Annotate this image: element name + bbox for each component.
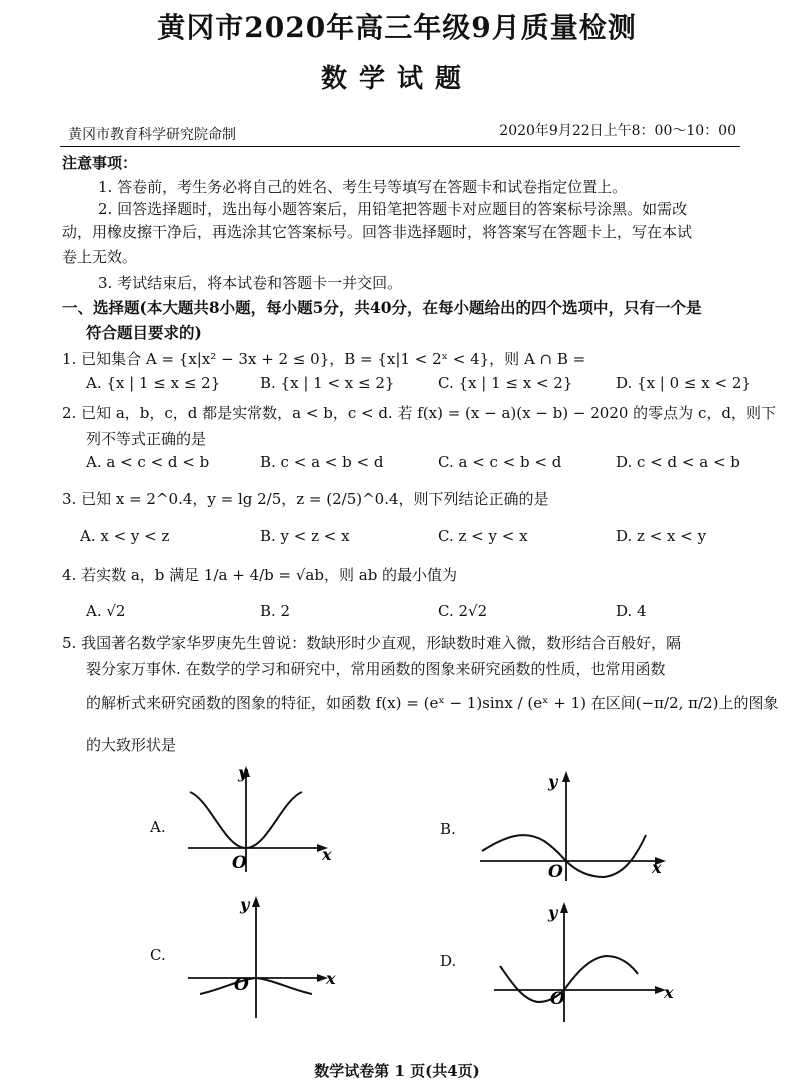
y-label: y — [548, 903, 558, 922]
x-label: x — [322, 845, 332, 864]
q2-option-a: A. a < c < d < b — [86, 453, 210, 471]
question-5-stem-cont: 裂分家万事休. 在数学的学习和研究中，常用函数的图象来研究函数的性质，也常用函数 — [86, 660, 666, 678]
q1-option-b: B. {x | 1 < x ≤ 2} — [260, 374, 395, 392]
q1-option-a: A. {x | 1 ≤ x ≤ 2} — [86, 374, 221, 392]
exam-datetime: 2020年9月22日上午8：00～10：00 — [499, 123, 736, 139]
notice-item: 3. 考试结束后，将本试卷和答题卡一并交回。 — [98, 274, 403, 292]
y-label: y — [240, 895, 250, 914]
question-3-stem: 3. 已知 x = 2^0.4，y = lg 2/5，z = (2/5)^0.4，则下列结论正确的是 — [62, 490, 549, 508]
question-2-stem-cont: 列不等式正确的是 — [86, 430, 207, 448]
y-axis-arrow-icon — [252, 896, 260, 907]
question-1-stem: 1. 已知集合 A = {x|x² − 3x + 2 ≤ 0}，B = {x|1 < 2ˣ < 4}，则 A ∩ B = — [62, 350, 586, 368]
q3-option-c: C. z < y < x — [438, 527, 528, 545]
q5-option-b: B. — [440, 820, 456, 838]
q3-option-d: D. z < x < y — [616, 527, 707, 545]
y-axis-arrow-icon — [562, 771, 570, 782]
q1-option-d: D. {x | 0 ≤ x < 2} — [616, 374, 751, 392]
notice-item: 卷上无效。 — [62, 248, 138, 266]
notice-item: 2. 回答选择题时，选出每小题答案后，用铅笔把答题卡对应题目的答案标号涂黑。如需改 — [98, 200, 688, 218]
q2-option-b: B. c < a < b < d — [260, 453, 384, 471]
graph-c — [180, 890, 340, 1020]
graph-a — [180, 760, 340, 880]
x-label: x — [652, 858, 662, 877]
notice-title: 注意事项： — [62, 154, 138, 172]
section-heading: 一、选择题(本大题共8小题，每小题5分，共40分，在每小题给出的四个选项中，只有一个是 — [62, 298, 702, 317]
origin-label: O — [548, 862, 563, 882]
origin-label: O — [234, 975, 249, 995]
q4-option-a: A. √2 — [86, 602, 126, 620]
y-label: y — [238, 763, 248, 782]
exam-subtitle: 数学试题 — [320, 64, 473, 94]
question-5-stem: 5. 我国著名数学家华罗庚先生曾说：数缺形时少直观，形缺数时难入微，数形结合百般好，隔 — [62, 634, 682, 652]
q5-option-d: D. — [440, 952, 457, 970]
q5-option-c: C. — [150, 946, 166, 964]
question-4-stem: 4. 若实数 a，b 满足 1/a + 4/b = √ab，则 ab 的最小值为 — [62, 566, 458, 584]
q1-option-c: C. {x | 1 ≤ x < 2} — [438, 374, 573, 392]
issuer: 黄冈市教育科学研究院命制 — [68, 127, 236, 143]
q2-option-c: C. a < c < b < d — [438, 453, 562, 471]
section-heading-cont: 符合题目要求的) — [86, 323, 202, 342]
origin-label: O — [550, 989, 565, 1009]
q4-option-d: D. 4 — [616, 602, 647, 620]
x-label: x — [326, 969, 336, 988]
y-label: y — [548, 772, 558, 791]
exam-title: 黄冈市2020年高三年级9月质量检测 — [157, 11, 637, 44]
notice-item: 动，用橡皮擦干净后，再选涂其它答案标号。回答非选择题时，将答案写在答题卡上，写在本试 — [62, 223, 693, 241]
q3-option-a: A. x < y < z — [80, 527, 170, 545]
q5-option-a: A. — [150, 818, 166, 836]
origin-label: O — [232, 853, 247, 873]
graph-b — [474, 765, 674, 885]
y-axis-arrow-icon — [560, 902, 568, 913]
graph-d — [488, 896, 688, 1026]
q3-option-b: B. y < z < x — [260, 527, 350, 545]
page-footer: 数学试卷第 1 页(共4页) — [314, 1062, 480, 1080]
q2-option-d: D. c < d < a < b — [616, 453, 740, 471]
question-5-stem-cont: 的大致形状是 — [86, 736, 177, 754]
question-5-stem-cont: 的解析式来研究函数的图象的特征，如函数 f(x) = (eˣ − 1)sinx / (eˣ + 1) 在区间(−π/2, π/2)上的图象 — [86, 694, 779, 712]
q4-option-c: C. 2√2 — [438, 602, 488, 620]
q4-option-b: B. 2 — [260, 602, 291, 620]
x-label: x — [664, 983, 674, 1002]
notice-item: 1. 答卷前，考生务必将自己的姓名、考生号等填写在答题卡和试卷指定位置上。 — [98, 178, 628, 196]
curve — [482, 835, 646, 877]
curve — [500, 956, 638, 1002]
header-divider — [60, 146, 740, 147]
question-2-stem: 2. 已知 a，b，c，d 都是实常数，a < b，c < d. 若 f(x) = (x − a)(x − b) − 2020 的零点为 c，d，则下 — [62, 404, 776, 422]
